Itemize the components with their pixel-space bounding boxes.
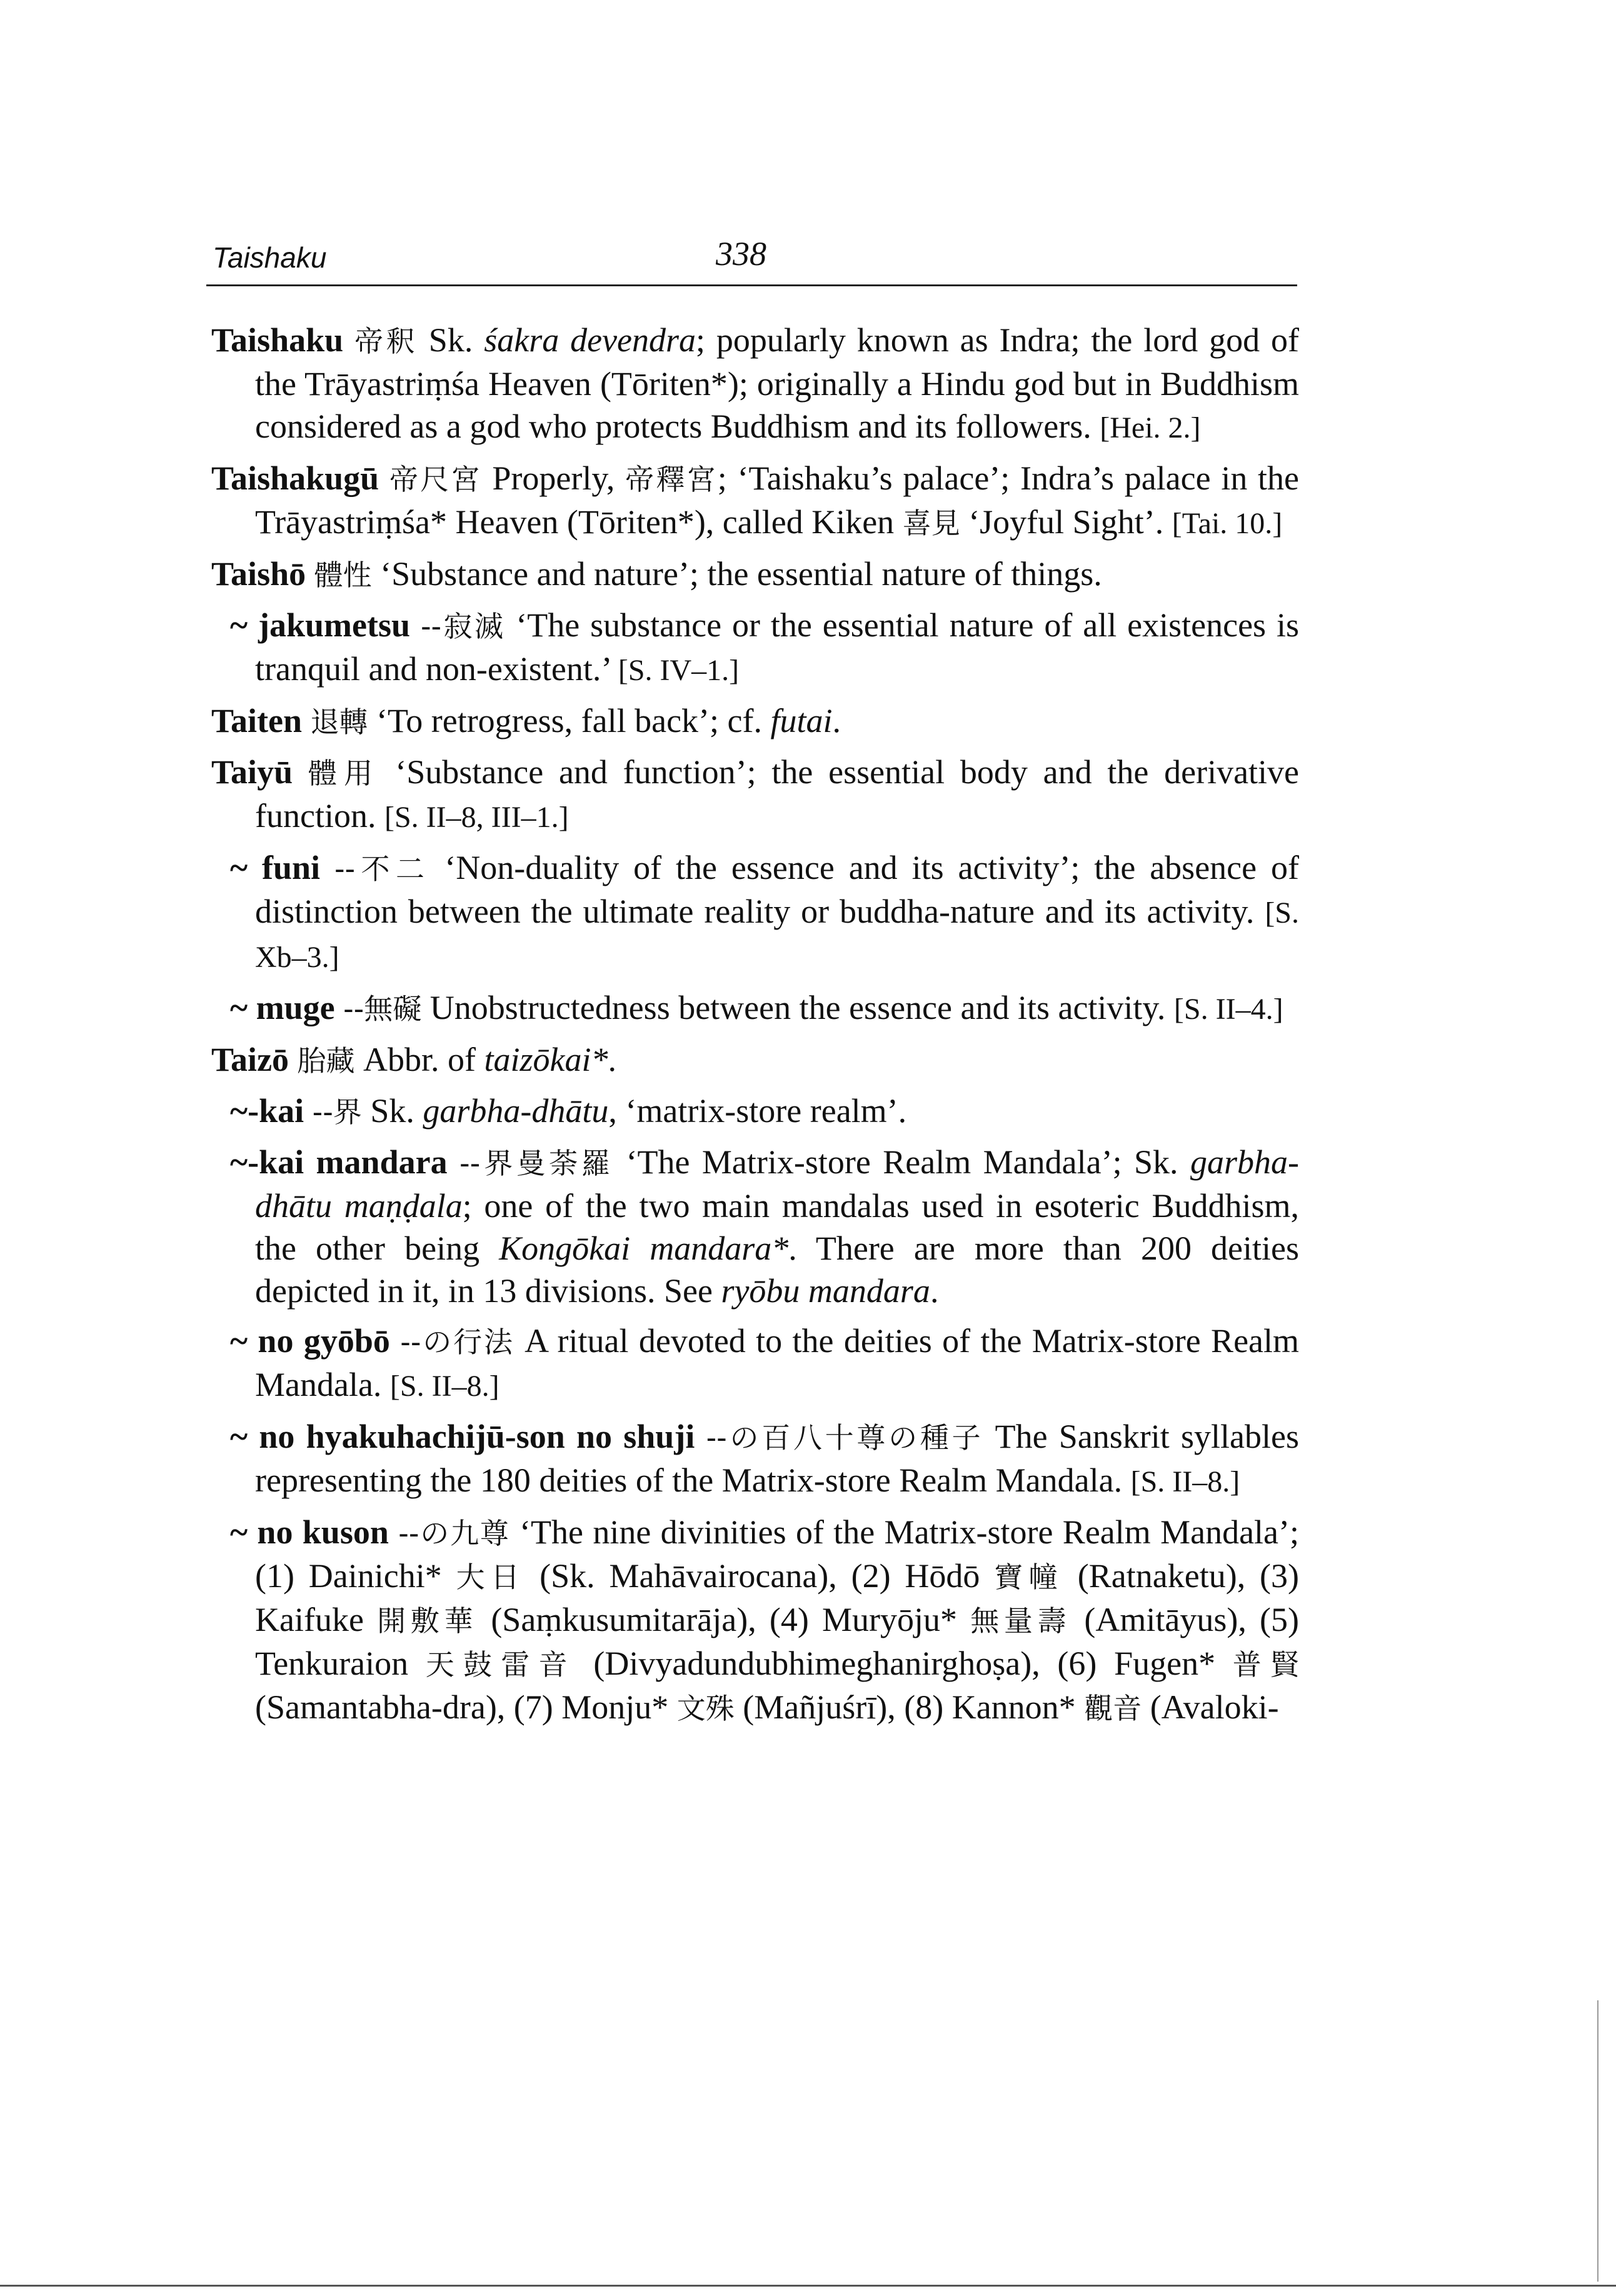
definition-text: A ritual devoted to the deities of the Matrix-store Realm Mandala. bbox=[255, 1322, 1300, 1403]
headword: Taishakugū bbox=[211, 459, 379, 497]
headword: Taiyū bbox=[211, 753, 293, 791]
headword: ~ muge bbox=[230, 989, 335, 1026]
source-reference: [S. II–8.] bbox=[1130, 1465, 1240, 1498]
source-reference: [S. II–4.] bbox=[1173, 993, 1283, 1026]
dictionary-entry bbox=[211, 699, 1299, 743]
headword-kanji: --界曼荼羅 bbox=[459, 1146, 615, 1180]
headword: ~-kai bbox=[230, 1092, 304, 1130]
dictionary-entry bbox=[211, 751, 1299, 839]
source-reference: [S. Xb–3.] bbox=[255, 896, 1299, 974]
headword-kanji: --の行法 bbox=[400, 1325, 514, 1359]
definition-text: ‘Substance and function’; the essential body and the derivative function. bbox=[255, 753, 1300, 835]
inline-kanji: 無量壽 bbox=[970, 1604, 1071, 1638]
inline-kanji: 大日 bbox=[456, 1560, 526, 1594]
definition-text: ‘Substance and nature’; the essential nature of things. bbox=[371, 555, 1102, 593]
definition-text: (Amitāyus), (5) Tenkuraion bbox=[255, 1601, 1300, 1682]
dictionary-entry bbox=[211, 457, 1299, 545]
definition-text: ‘The substance or the essential nature of all existences is tranquil and non-existent.’ bbox=[255, 606, 1299, 688]
definition-text: The Sanskrit syllables representing the 180 deities of the Matrix-store Realm Mandala. bbox=[255, 1418, 1300, 1499]
headword-kanji: --無礙 bbox=[343, 992, 422, 1026]
headword: ~-kai mandara bbox=[230, 1143, 448, 1181]
definition-text: (Divyadundubhimeghanirghoṣa), (6) Fugen* bbox=[576, 1645, 1233, 1682]
source-reference: [S. II–8.] bbox=[389, 1370, 499, 1403]
headword-kanji: 胎藏 bbox=[297, 1044, 355, 1078]
headword-kanji: 帝尺宮 bbox=[389, 463, 482, 496]
running-head: Taishaku bbox=[213, 241, 327, 274]
definition-text: ; popularly known as Indra; the lord god of the Trāyastriṃśa Heaven (Tōriten*); originally a Hindu god but in Buddhism considered as a god who protects Buddhism and its followers. bbox=[255, 321, 1300, 445]
definition-text: . bbox=[832, 702, 841, 739]
headword-kanji: --界 bbox=[312, 1095, 362, 1129]
headword: ~ no kuson bbox=[230, 1513, 389, 1551]
dictionary-entry bbox=[211, 319, 1299, 449]
page-number: 338 bbox=[716, 235, 766, 273]
headword: ~ jakumetsu bbox=[230, 606, 411, 644]
headword: Taishō bbox=[211, 555, 306, 593]
definition-text: (Samantabha-dra), (7) Monju* bbox=[255, 1688, 677, 1726]
source-reference: [S. II–8, III–1.] bbox=[384, 801, 569, 834]
page-header bbox=[206, 234, 1297, 286]
definition-text: ‘The Matrix-store Realm Mandala’; Sk. bbox=[614, 1143, 1191, 1181]
definition-text: . bbox=[930, 1272, 939, 1310]
definition-text: ‘The nine divinities of the Matrix-store Realm Mandala’; (1) Dainichi* bbox=[255, 1513, 1299, 1595]
sub-entry bbox=[211, 1141, 1299, 1312]
definition-text: Unobstructedness between the essence and its activity. bbox=[421, 989, 1174, 1026]
definition-text: (Saṃkusumitarāja), (4) Muryōju* bbox=[478, 1601, 971, 1638]
headword-kanji: --の百八十尊の種子 bbox=[706, 1421, 984, 1455]
dictionary-entry bbox=[211, 553, 1299, 596]
inline-kanji: 喜見 bbox=[902, 506, 960, 540]
headword: Taizō bbox=[211, 1041, 289, 1078]
definition-text: (Ratnaketu), (3) Kaifuke bbox=[255, 1557, 1299, 1638]
sub-entry bbox=[211, 1415, 1299, 1503]
headword: ~ no hyakuhachijū-son no shuji bbox=[230, 1418, 695, 1455]
sub-entry bbox=[211, 1511, 1299, 1730]
sub-entry bbox=[211, 1090, 1299, 1133]
inline-kanji: 帝釋宮 bbox=[625, 463, 718, 496]
inline-kanji: 普賢 bbox=[1232, 1648, 1299, 1682]
inline-kanji: 文殊 bbox=[676, 1692, 735, 1725]
definition-text: Properly, bbox=[481, 459, 626, 497]
headword-kanji: 體性 bbox=[314, 558, 372, 592]
definition-text: , ‘matrix-store realm’. bbox=[608, 1092, 907, 1130]
headword-kanji: 體用 bbox=[308, 756, 380, 790]
inline-kanji: 寶幢 bbox=[994, 1560, 1063, 1594]
headword-kanji: --不二 bbox=[334, 852, 431, 886]
dictionary-entries bbox=[211, 319, 1299, 1737]
headword-kanji: --の九尊 bbox=[398, 1516, 510, 1550]
italic-term: futai bbox=[770, 702, 833, 739]
sub-entry bbox=[211, 986, 1299, 1031]
definition-text: (Sk. Mahāvairocana), (2) Hōdō bbox=[525, 1557, 995, 1595]
sub-entry bbox=[211, 1320, 1299, 1408]
definition-text: Sk. bbox=[361, 1092, 423, 1130]
headword: ~ no gyōbō bbox=[230, 1322, 390, 1360]
source-reference: [S. IV–1.] bbox=[618, 654, 740, 687]
dictionary-entry bbox=[211, 1038, 1299, 1082]
italic-term: garbha-dhātu bbox=[423, 1092, 609, 1130]
right-scan-edge bbox=[1597, 2000, 1598, 2282]
headword-kanji: 帝釈 bbox=[354, 324, 418, 358]
definition-text: ‘To retrogress, fall back’; cf. bbox=[368, 702, 771, 739]
inline-kanji: 觀音 bbox=[1084, 1692, 1142, 1725]
headword-kanji: 退轉 bbox=[310, 705, 368, 739]
definition-text: ‘Non-duality of the essence and its activity’; the absence of distinction between the ultimate reality or buddha-nature and its activity. bbox=[255, 849, 1299, 930]
headword: Taiten bbox=[211, 702, 303, 739]
bottom-scan-edge bbox=[0, 2285, 1616, 2287]
definition-text: (Mañjuśrī), (8) Kannon* bbox=[734, 1688, 1085, 1726]
definition-text: . bbox=[608, 1041, 617, 1078]
inline-kanji: 天鼓雷音 bbox=[425, 1648, 576, 1682]
headword: ~ funi bbox=[230, 849, 321, 886]
headword: Taishaku bbox=[211, 321, 344, 359]
italic-term: taizōkai* bbox=[484, 1041, 608, 1078]
definition-text: Abbr. of bbox=[354, 1041, 484, 1078]
inline-kanji: 開敷華 bbox=[377, 1604, 478, 1638]
italic-term: ryōbu mandara bbox=[721, 1272, 930, 1310]
source-reference: [Tai. 10.] bbox=[1172, 507, 1283, 540]
definition-text: Sk. bbox=[417, 321, 484, 359]
definition-text: ‘Joyful Sight’. bbox=[960, 503, 1172, 541]
source-reference: [Hei. 2.] bbox=[1100, 411, 1201, 444]
definition-text: (Avaloki- bbox=[1142, 1688, 1279, 1726]
headword-kanji: --寂滅 bbox=[420, 609, 506, 643]
italic-term: garbha-dhātu maṇḍala bbox=[255, 1143, 1300, 1225]
definition-text: . There are more than 200 deities depicted in it, in 13 divisions. See bbox=[255, 1230, 1299, 1310]
definition-text: ; ‘Taishaku’s palace’; Indra’s palace in the Trāyastriṃśa* Heaven (Tōriten*), called Kiken bbox=[255, 459, 1300, 541]
sub-entry bbox=[211, 604, 1299, 692]
definition-text: ; one of the two main mandalas used in esoteric Buddhism, the other being bbox=[255, 1187, 1299, 1267]
italic-term: śakra devendra bbox=[484, 321, 696, 359]
sub-entry bbox=[211, 846, 1299, 979]
italic-term: Kongōkai mandara* bbox=[499, 1230, 789, 1267]
